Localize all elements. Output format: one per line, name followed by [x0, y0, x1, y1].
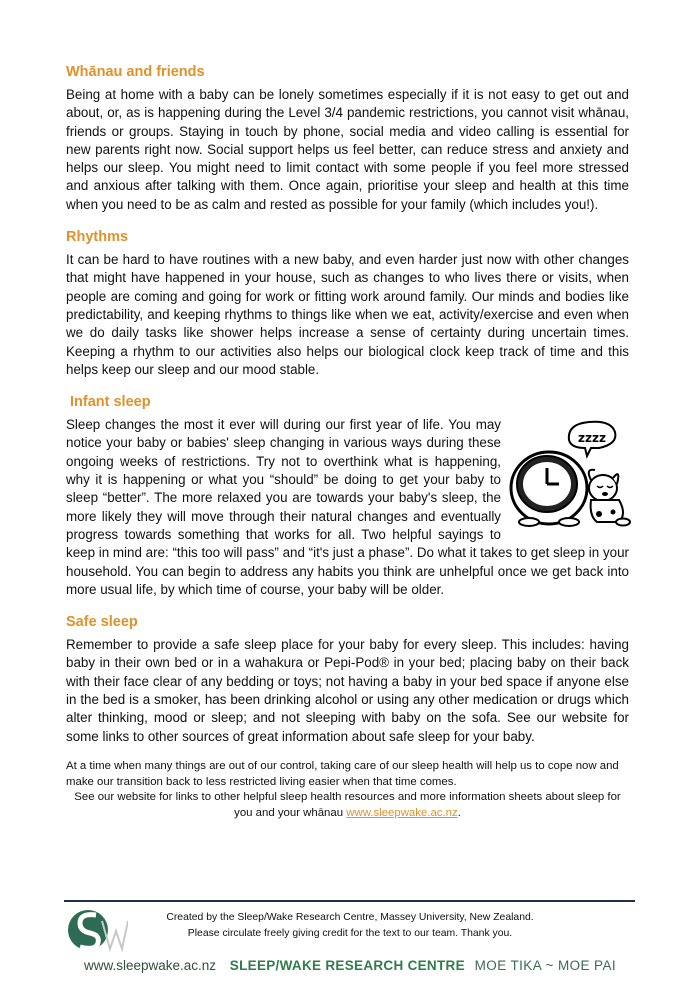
section-heading: Whānau and friends [66, 64, 205, 80]
infant-text-block [66, 416, 629, 599]
section-paragraph: Being at home with a baby can be lonely sometimes especially if it is not easy to get out and about, or, as is happening during the Level 3/4 pandemic restrictions, you cannot visit whānau, friends or groups. Staying in touch by phone, social media and video calling is essential for new parents right now. Social support helps us feel better, can reduce stress and anxiety and helps our sleep. You might need to limit contact with some people if you feel more stressed and anxious after talking with them. Once again, prioritise your sleep and health at this time when you need to be as calm and rested as possible for your family (which includes you!). [66, 87, 629, 212]
section-rhythms [66, 227, 629, 379]
section-heading: Safe sleep [66, 614, 138, 631]
section-paragraph: It can be hard to have routines with a new baby, and even harder just now with other changes that might have happened in your house, such as changes to who lives there or visits, when people are coming and going for work or fitting work around family. Our minds and bodies like predictability, and keeping rhythms to things like when we eat, activity/exercise and even when we do daily tasks like shower helps increase a sense of certainty during uncertain times. Keeping a rhythm to our activities also helps our biological clock keep track of time and this helps keep our sleep and our mood stable. [66, 252, 629, 377]
sleeping-clock-illustration [507, 418, 632, 530]
section-paragraph: Remember to provide a safe sleep place for your baby for every sleep. This includes: having baby in their own bed or in a wahakura or Pepi-Pod® in your bed; placing baby on their back with their face clear of any bedding or toys; not having a baby in your bed space if anyone else in the bed is a smoker, has been drinking alcohol or using any other medication or drugs which alter thinking, mood or sleep; and not sleeping with baby on the sofa. See our website for some links to other sources of great information about safe sleep for your baby. [66, 637, 629, 744]
section-whanau [66, 62, 629, 214]
sleepwake-logo [66, 905, 128, 955]
section-infant-sleep [66, 392, 629, 599]
website-note [66, 790, 629, 821]
sleepwake-logo-icon [66, 905, 128, 955]
section-safe-sleep [66, 612, 629, 746]
footer-url[interactable]: www.sleepwake.ac.nz [83, 958, 217, 973]
website-link[interactable]: www.sleepwake.ac.nz [346, 806, 458, 819]
footer-credit [140, 910, 560, 942]
credit-line: Created by the Sleep/Wake Research Centre, Massey University, New Zealand. [166, 912, 534, 923]
document-body [66, 62, 629, 821]
footer-banner [0, 957, 700, 975]
credit-line: Please circulate freely giving credit for the text to our team. Thank you. [187, 928, 513, 939]
footer-divider [64, 900, 635, 902]
section-heading: Infant sleep [70, 394, 151, 411]
section-paragraph: Sleep changes the most it ever will during our first year of life. You may notice your baby or babies' sleep changing in various ways during these ongoing weeks of restrictions. Try not to overthink what is happening, why it is happening or what you “should” be doing to get your baby to sleep “better”. The more relaxed you are towards your baby's sleep, the more likely they will move through their natural changes and eventually progress towards something that works for all. Two helpful sayings to keep in mind are: “this too will pass” and “it's just a phase”. Do what it takes to get sleep in your household. You can begin to address any habits you think are unhelpful once we get back into more usual life, by which time of course, your baby will be older. [66, 417, 630, 597]
section-heading: Rhythms [66, 229, 129, 246]
snore-text: zzzz [578, 431, 606, 446]
footer-motto: MOE TIKA ~ MOE PAI [474, 958, 617, 973]
website-note-text: See our website for links to other helpful sleep health resources and more information sheets about sleep for you and your whānau [74, 791, 621, 819]
website-note-end: . [457, 806, 461, 819]
closing-note: At a time when many things are out of our control, taking care of our sleep health will help us to cope now and make our transition back to less restricted living easier when that time comes. [66, 759, 619, 788]
clock-icon [507, 418, 632, 530]
centre-name: SLEEP/WAKE RESEARCH CENTRE [229, 958, 465, 973]
